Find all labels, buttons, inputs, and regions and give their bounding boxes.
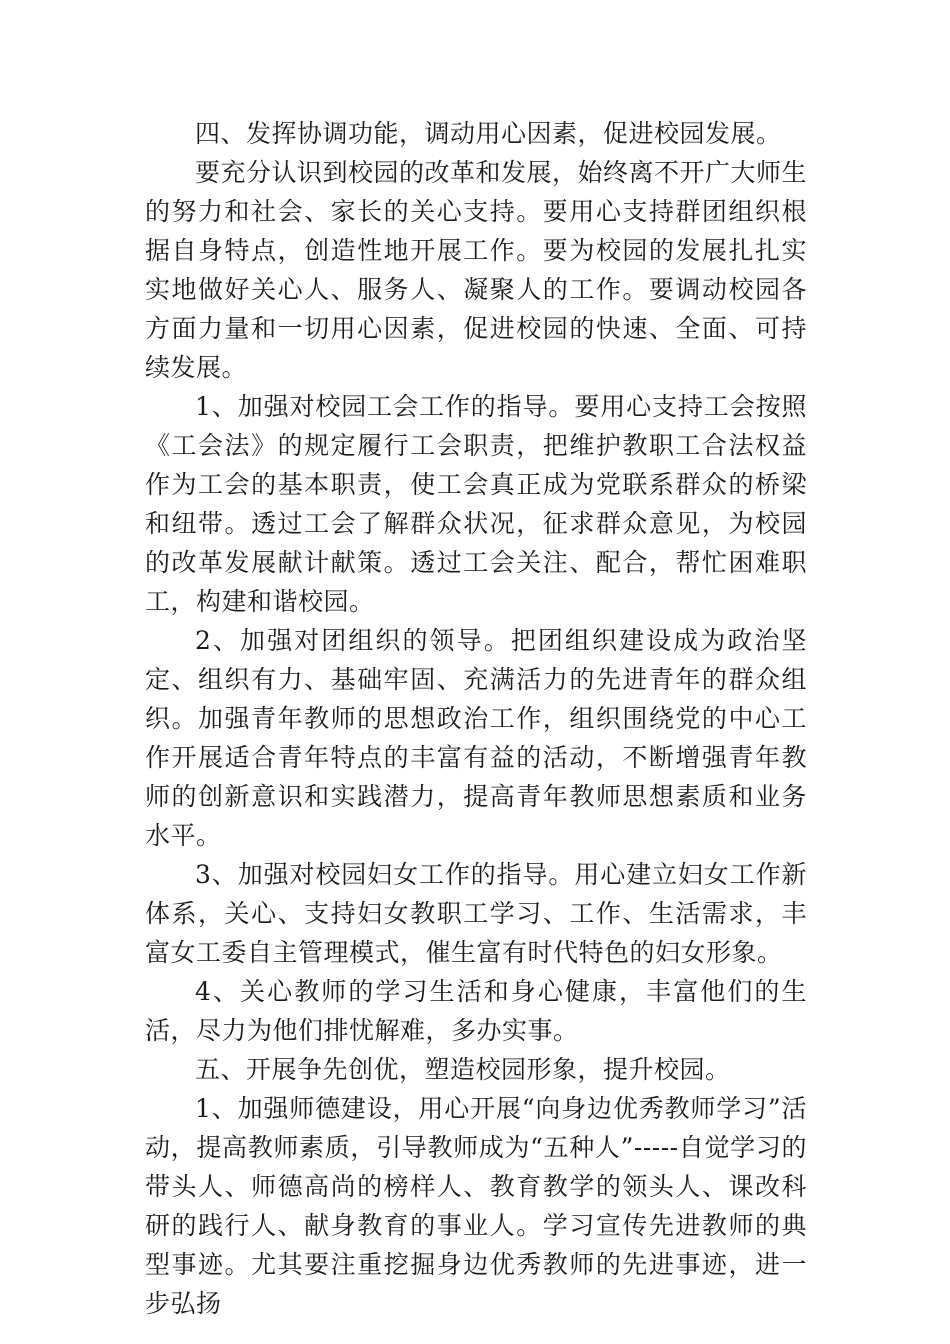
paragraph-women-work: 3、加强对校园妇女工作的指导。用心建立妇女工作新体系，关心、支持妇女教职工学习、工作、生活需求，丰富女工委自主管理模式，催生富有时代特色的妇女形象。 bbox=[145, 860, 807, 967]
paragraph-intro: 要充分认识到校园的改革和发展，始终离不开广大师生的努力和社会、家长的关心支持。要用心支持群团组织根据自身特点，创造性地开展工作。要为校园的发展扎扎实实地做好关心人、服务人、凝聚人的工作。要调动校园各方面力量和一切用心因素，促进校园的快速、全面、可持续发展。 bbox=[145, 158, 808, 382]
section-heading-4: 四、发挥协调功能，调动用心因素，促进校园发展。 bbox=[195, 119, 782, 148]
section-heading-5: 五、开展争先创优，塑造校园形象，提升校园。 bbox=[195, 1055, 731, 1084]
paragraph-teacher-care: 4、关心教师的学习生活和身心健康，丰富他们的生活，尽力为他们排忧解难，多办实事。 bbox=[145, 977, 807, 1045]
paragraph-youth-league: 2、加强对团组织的领导。把团组织建设成为政治坚定、组织有力、基础牢固、充满活力的先进青年的群众组织。加强青年教师的思想政治工作，组织围绕党的中心工作开展适合青年特点的丰富有益的活动，不断增强青年教师的创新意识和实践潜力，提高青年教师思想素质和业务水平。 bbox=[145, 626, 807, 850]
document-body bbox=[145, 114, 807, 1323]
paragraph-union: 1、加强对校园工会工作的指导。要用心支持工会按照《工会法》的规定履行工会职责，把维护教职工合法权益作为工会的基本职责，使工会真正成为党联系群众的桥梁和纽带。透过工会了解群众状况，征求群众意见，为校园的改革发展献计献策。透过工会关注、配合，帮忙困难职工，构建和谐校园。 bbox=[145, 392, 807, 616]
paragraph-teacher-ethics: 1、加强师德建设，用心开展“向身边优秀教师学习”活动，提高教师素质，引导教师成为“五种人”-----自觉学习的带头人、师德高尚的榜样人、教育教学的领头人、课改科研的践行人、献身教育的事业人。学习宣传先进教师的典型事迹。尤其要注重挖掘身边优秀教师的先进事迹，进一步弘扬 bbox=[145, 1094, 807, 1318]
